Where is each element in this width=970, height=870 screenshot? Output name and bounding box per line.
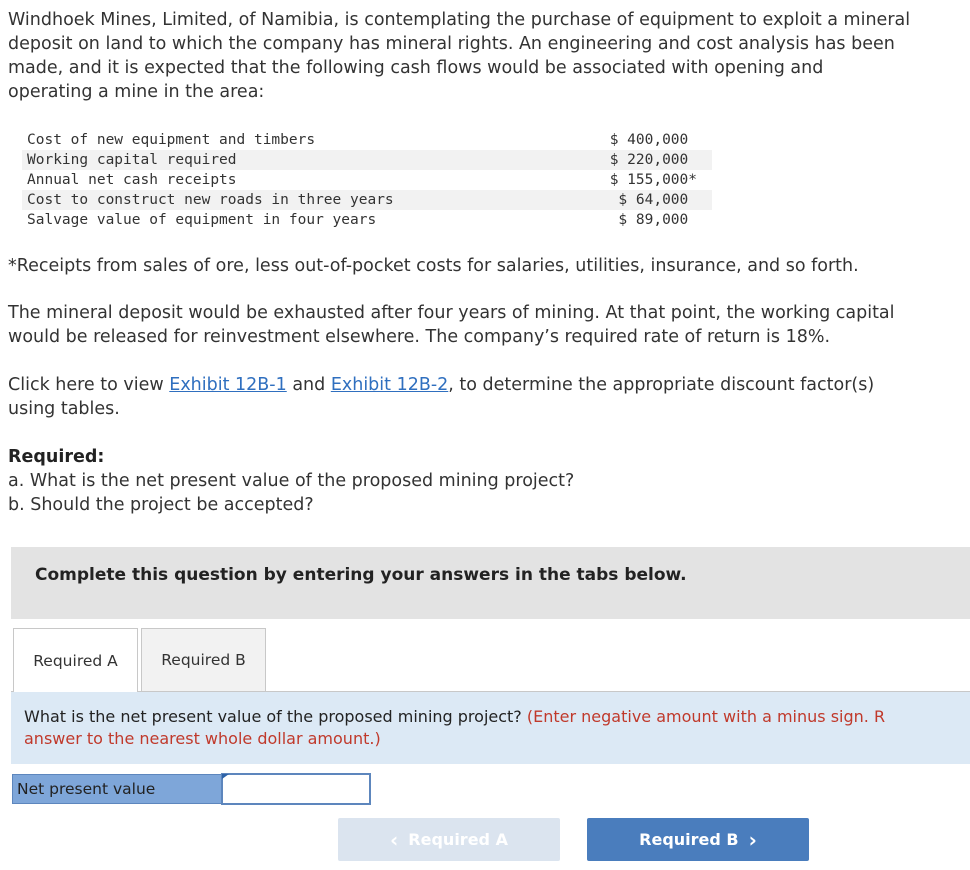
question-prompt: What is the net present value of the proposed mining project? (24, 707, 527, 726)
tab-label: Required B (161, 651, 246, 669)
intro-line-2: deposit on land to which the company has mineral rights. An engineering and cost analysis has been (8, 34, 895, 54)
table-row (22, 210, 712, 230)
tab-required-a[interactable] (13, 628, 138, 692)
exhibit-12b-2-link[interactable]: Exhibit 12B-2 (330, 375, 449, 395)
input-marker-icon (222, 774, 229, 779)
cash-flow-table (22, 130, 712, 230)
npv-input[interactable] (221, 773, 371, 805)
exhibit-line-1 (8, 373, 968, 397)
chevron-right-icon: › (748, 827, 757, 852)
exhibit-line-2: using tables. (8, 399, 120, 419)
tab-label: Required A (33, 651, 118, 670)
exhibit-12b-1-link[interactable]: Exhibit 12B-1 (169, 375, 287, 395)
table-row (22, 190, 712, 210)
chevron-left-icon: ‹ (390, 827, 399, 852)
required-a-text: a. What is the net present value of the proposed mining project? (8, 471, 575, 491)
table-row (22, 130, 712, 150)
exhibit-suffix: , to determine the appropriate discount factor(s) (448, 375, 875, 395)
instructions-text: Complete this question by entering your answers in the tabs below. (35, 565, 687, 585)
table-row (22, 170, 712, 190)
prev-required-a-button[interactable] (338, 818, 560, 861)
footnote: *Receipts from sales of ore, less out-of-pocket costs for salaries, utilities, insurance, and so forth. (8, 256, 859, 276)
cash-flow-value: $ 400,000 (609, 132, 697, 148)
question-hint-continued: answer to the nearest whole dollar amount.) (24, 729, 381, 748)
cash-flow-value: $ 220,000 (609, 152, 697, 168)
question-text (24, 706, 970, 750)
cash-flow-value: $ 89,000 (618, 212, 697, 228)
instructions-box (11, 547, 970, 619)
cash-flow-label: Salvage value of equipment in four years (27, 212, 377, 228)
cash-flow-label: Annual net cash receipts (27, 172, 237, 188)
exhibit-prefix: Click here to view (8, 375, 170, 395)
cash-flow-label: Cost of new equipment and timbers (27, 132, 316, 148)
cash-flow-value: $ 155,000* (609, 172, 697, 188)
deposit-line-2: would be released for reinvestment elsewhere. The company’s required rate of return is 18%. (8, 327, 831, 347)
prev-button-label: Required A (408, 830, 508, 849)
cash-flow-label: Cost to construct new roads in three years (27, 192, 394, 208)
question-hint: (Enter negative amount with a minus sign. R (526, 707, 886, 726)
table-row (22, 150, 712, 170)
intro-line-4: operating a mine in the area: (8, 82, 265, 102)
npv-label: Net present value (12, 774, 222, 804)
next-required-b-button[interactable] (587, 818, 809, 861)
required-heading: Required: (8, 447, 105, 467)
deposit-line-1: The mineral deposit would be exhausted after four years of mining. At that point, the working capital (8, 303, 895, 323)
exhibit-middle: and (286, 375, 331, 395)
intro-line-1: Windhoek Mines, Limited, of Namibia, is contemplating the purchase of equipment to exploit a mineral (8, 10, 911, 30)
cash-flow-label: Working capital required (27, 152, 237, 168)
question-box (11, 692, 970, 764)
cash-flow-value: $ 64,000 (618, 192, 697, 208)
tab-required-b[interactable] (141, 628, 266, 692)
required-b-text: b. Should the project be accepted? (8, 495, 314, 515)
intro-line-3: made, and it is expected that the following cash flows would be associated with opening and (8, 58, 824, 78)
next-button-label: Required B (639, 830, 739, 849)
